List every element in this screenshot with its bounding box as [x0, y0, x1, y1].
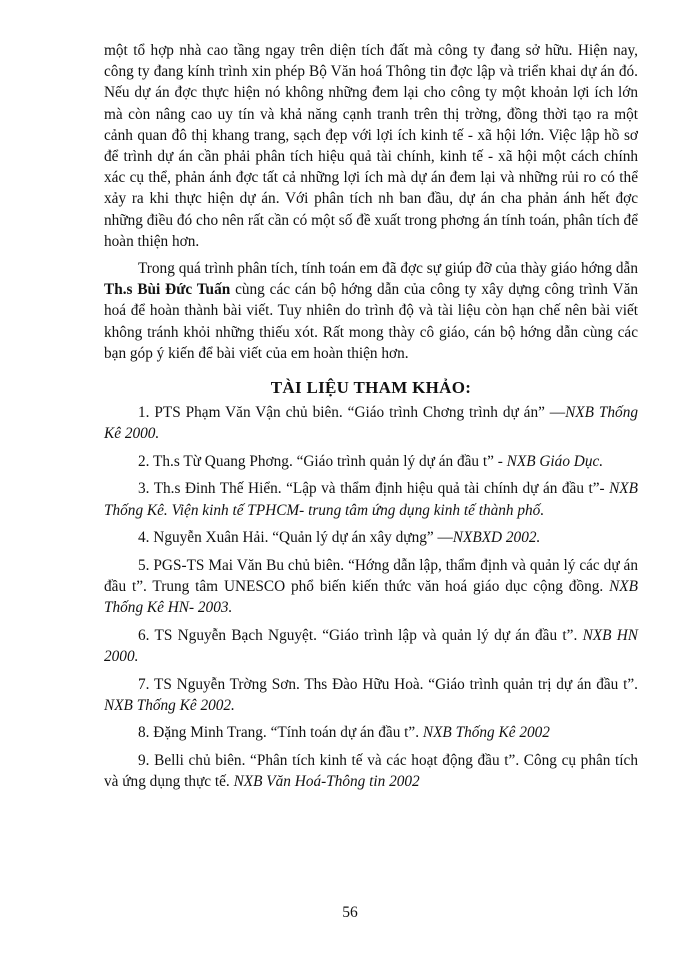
reference-item [104, 625, 638, 667]
reference-text: 2. Th.s Từ Quang Phơng. “Giáo trình quản lý dự án đầu t” - [138, 452, 507, 470]
reference-item [104, 750, 638, 792]
reference-text: 7. TS Nguyễn Trờng Sơn. Ths Đào Hữu Hoà. “Giáo trình quản trị dự án đầu t”. [138, 675, 638, 693]
reference-item [104, 555, 638, 619]
reference-source: NXB Thống Kê 2002. [104, 696, 235, 714]
page-number: 56 [342, 904, 358, 921]
reference-source: NXB Văn Hoá-Thông tin 2002 [233, 773, 420, 791]
paragraph-2-text-b: cùng các cán bộ hớng dẫn của công ty xây dựng công trình Văn hoá để hoàn thành bài viết. Tuy nhiên do trình độ và tài liệu còn hạn chế nên bài viết không tránh khỏi những thiếu xót. Rất mong thày cô giáo, cán bộ hớng dẫn cùng các bạn góp ý kiến để bài viết của em hoàn thiện hơn. [104, 281, 639, 362]
reference-source: NXBXD 2002. [452, 529, 541, 547]
body-paragraph-1: một tổ hợp nhà cao tầng ngay trên diện tích đất mà công ty đang sở hữu. Hiện nay, công ty đang kính trình xin phép Bộ Văn hoá Thông tin đợc lập và triển khai dự án đó. Nếu dự án đợc thực hiện nó không những đem lại cho công ty một khoản lợi ích lớn mà còn nâng cao uy tín và khả năng cạnh tranh trên thị trờng, đồng thời tạo ra một cảnh quan đô thị khang trang, sạch đẹp với lợi ích kinh tế - xã hội lớn. Việc lập hồ sơ để trình dự án cần phải phân tích hiệu quả tài chính, kinh tế - xã hội một cách chính xác cụ thể, phản ánh đợc tất cả những lợi ích mà dự án đem lại và những rủi ro có thể xảy ra khi thực hiện dự án. Với phân tích nh ban đầu, dự án cha phản ánh hết đợc những điều đó cho nên rất cần có một số đề xuất trong phơng án tính toán, phân tích để hoàn thiện hơn. [104, 42, 638, 250]
reference-source: NXB Thống Kê. Viện kinh tế TPHCM- trung tâm ứng dụng kinh tế thành phố. [104, 480, 638, 519]
reference-item [104, 674, 638, 716]
reference-source: NXB Giáo Dục. [506, 452, 604, 470]
reference-item [104, 722, 638, 743]
reference-item [104, 451, 638, 472]
reference-source: NXB Thống Kê 2002 [422, 724, 550, 742]
references-heading: TÀI LIỆU THAM KHẢO: [270, 378, 472, 398]
paragraph-2-text-a: Trong quá trình phân tích, tính toán em đã đợc sự giúp đỡ của thày giáo hớng dẫn [138, 260, 638, 278]
reference-text: 8. Đặng Minh Trang. “Tính toán dự án đầu t”. [138, 724, 423, 742]
references-list [104, 402, 638, 792]
reference-text: 4. Nguyễn Xuân Hải. “Quản lý dự án xây dựng” — [138, 529, 453, 547]
reference-source: NXB HN 2000. [104, 626, 638, 666]
reference-item [104, 478, 638, 520]
supervisor-name: Th.s Bùi Đức Tuấn [104, 281, 231, 299]
reference-text: 6. TS Nguyễn Bạch Nguyệt. “Giáo trình lập và quản lý dự án đầu t”. [138, 626, 583, 644]
reference-item [104, 402, 638, 444]
reference-text: 9. Belli chủ biên. “Phân tích kinh tế và các hoạt động đầu t”. Công cụ phân tích và ứng dụng thực tế. [104, 752, 638, 791]
document-page [104, 40, 638, 799]
reference-text: 3. Th.s Đinh Thế Hiển. “Lập và thẩm định hiệu quả tài chính dự án đầu t”- [138, 480, 610, 498]
reference-text: 1. PTS Phạm Văn Vận chủ biên. “Giáo trình Chơng trình dự án” — [138, 404, 566, 422]
reference-text: 5. PGS-TS Mai Văn Bu chủ biên. “Hớng dẫn lập, thẩm định và quản lý các dự án đầu t”. Trung tâm UNESCO phổ biến kiến thức văn hoá giáo dục cộng đồng. [104, 556, 638, 596]
reference-source: NXB Thống Kê HN- 2003. [104, 578, 638, 617]
body-paragraph-2 [104, 258, 638, 364]
reference-item [104, 527, 638, 548]
reference-source: NXB Thống Kê 2000. [104, 404, 638, 443]
